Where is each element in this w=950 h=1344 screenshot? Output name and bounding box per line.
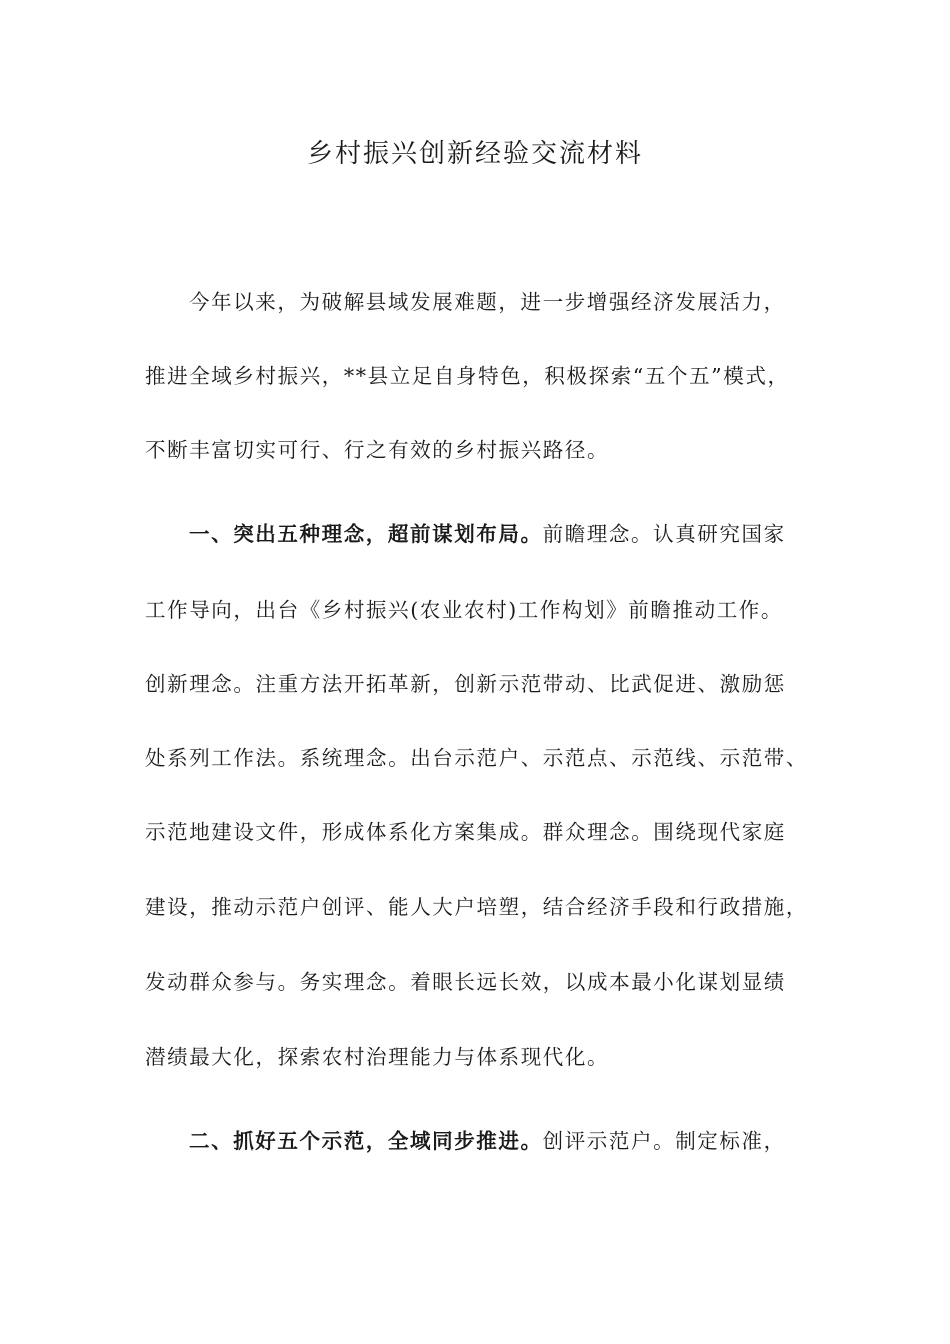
section-1-line-2: 工作导向，出台《乡村振兴(农业农村)工作构划》前瞻推动工作。 <box>145 598 783 622</box>
section-1-heading: 一、突出五种理念，超前谋划布局。 <box>189 522 543 546</box>
section-1-line-5: 示范地建设文件，形成体系化方案集成。群众理念。围绕现代家庭 <box>145 820 786 844</box>
section-1-line-6: 建设，推动示范户创评、能人大户培塑，结合经济手段和行政措施， <box>145 895 808 919</box>
intro-line-2: 推进全域乡村振兴，**县立足自身特色，积极探索“五个五”模式， <box>145 364 790 388</box>
section-2-first-line-text: 创评示范户。制定标准， <box>542 1129 786 1153</box>
section-1-line-4: 处系列工作法。系统理念。出台示范户、示范点、示范线、示范带、 <box>145 746 808 770</box>
section-2-heading: 二、抓好五个示范，全域同步推进。 <box>189 1129 543 1153</box>
document-title: 乡村振兴创新经验交流材料 <box>306 139 643 169</box>
section-1-line-3: 创新理念。注重方法开拓革新，创新示范带动、比武促进、激励惩 <box>145 672 786 696</box>
section-1-line-8: 潜绩最大化，探索农村治理能力与体系现代化。 <box>145 1045 610 1069</box>
section-1-first-line-text: 前瞻理念。认真研究国家 <box>542 522 786 546</box>
intro-line-3: 不断丰富切实可行、行之有效的乡村振兴路径。 <box>145 438 610 462</box>
section-1-line-7: 发动群众参与。务实理念。着眼长远长效，以成本最小化谋划显绩 <box>145 970 786 994</box>
section-1-first-line <box>189 514 869 554</box>
section-2-first-line <box>189 1121 869 1161</box>
intro-line-1: 今年以来，为破解县域发展难题，进一步增强经济发展活力， <box>189 290 786 314</box>
